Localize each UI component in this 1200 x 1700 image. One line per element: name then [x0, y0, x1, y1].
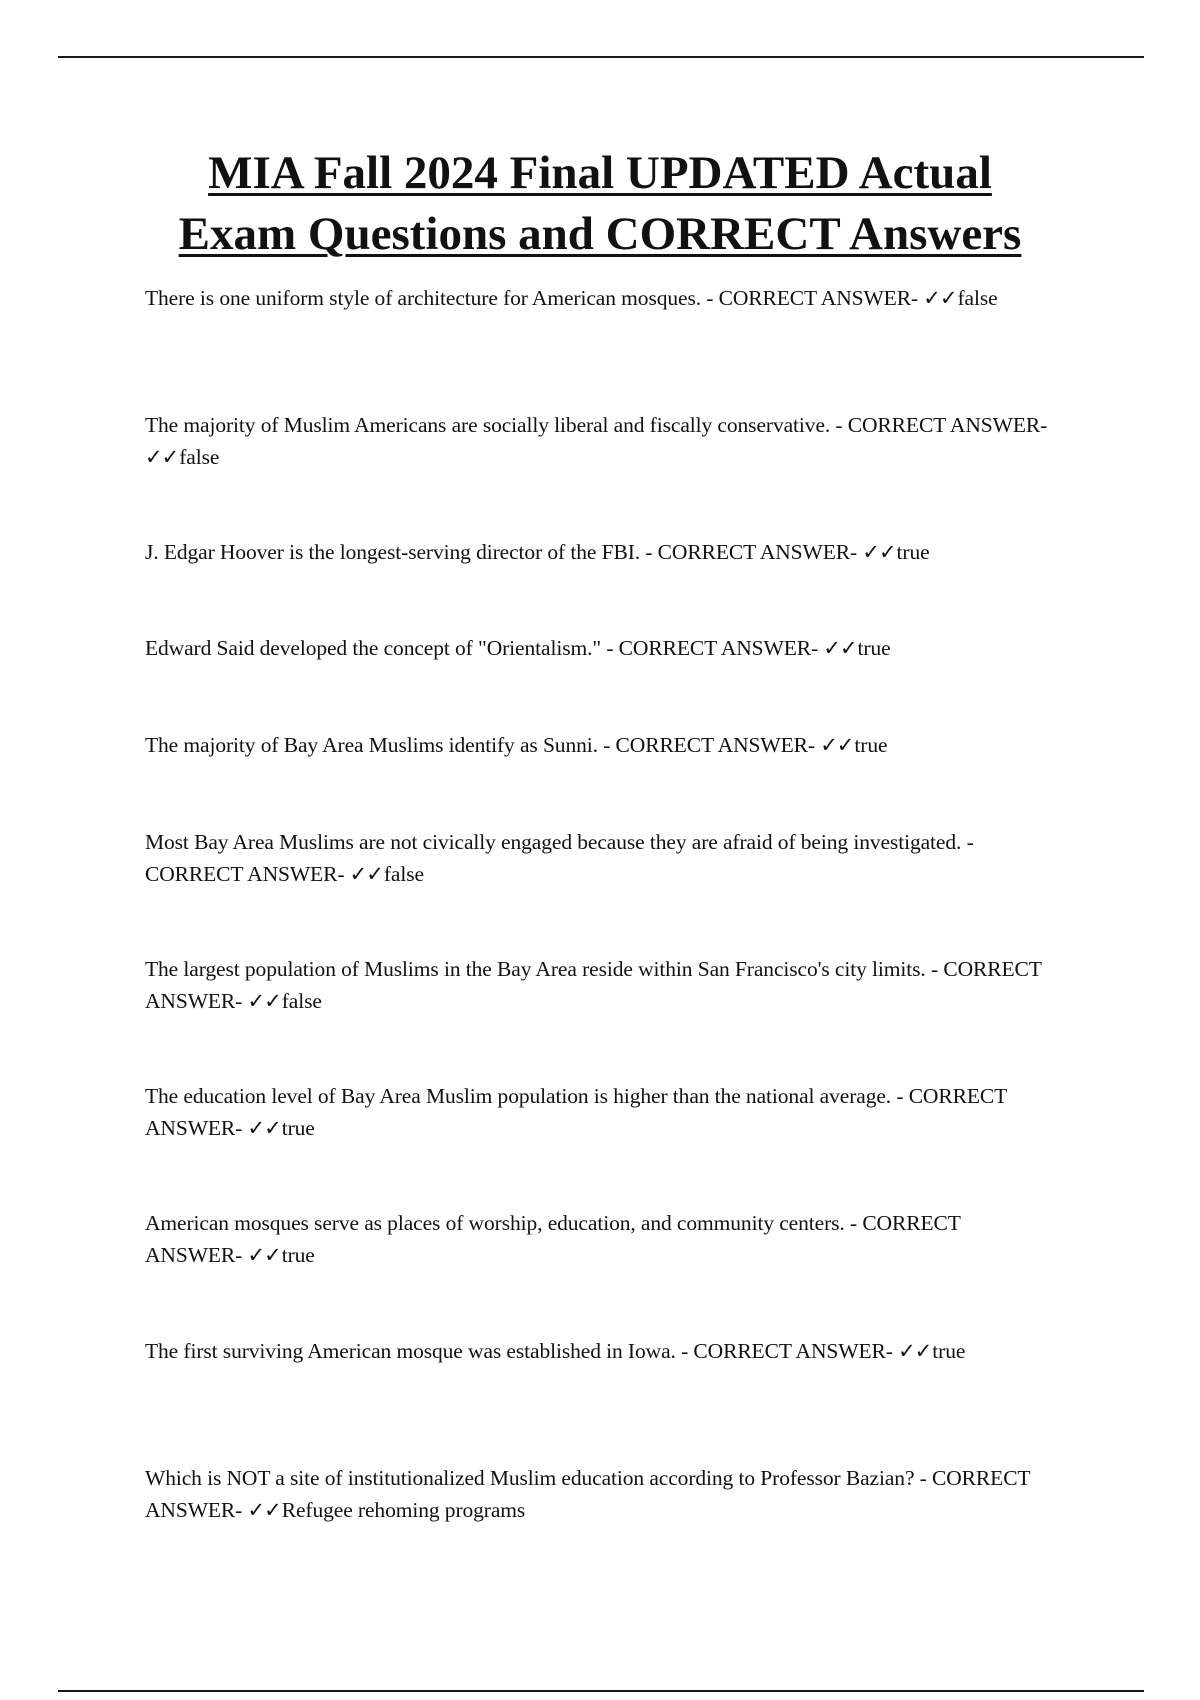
answer-text: false [179, 445, 220, 469]
double-check-icon: ✓✓ [862, 540, 896, 564]
question-text: There is one uniform style of architecture for American mosques. [145, 286, 701, 310]
footer-rule [58, 1690, 1144, 1692]
answer-text: false [957, 286, 998, 310]
qa-item [145, 729, 1055, 761]
double-check-icon: ✓✓ [823, 636, 857, 660]
answer-separator: - CORRECT ANSWER- [601, 636, 824, 660]
question-text: American mosques serve as places of worship, education, and community centers. [145, 1211, 845, 1235]
header-rule [58, 56, 1144, 58]
answer-separator: - CORRECT ANSWER- [701, 286, 924, 310]
answer-separator: - CORRECT ANSWER- [145, 1211, 961, 1267]
answer-separator: - CORRECT ANSWER- [830, 413, 1048, 437]
double-check-icon: ✓✓ [898, 1339, 932, 1363]
qa-item [145, 953, 1055, 1017]
double-check-icon: ✓✓ [923, 286, 957, 310]
question-text: The education level of Bay Area Muslim population is higher than the national average. [145, 1084, 892, 1108]
answer-separator: - CORRECT ANSWER- [597, 733, 821, 757]
answer-separator: - CORRECT ANSWER- [145, 830, 974, 886]
qa-item [145, 409, 1055, 473]
qa-item [145, 826, 1055, 890]
answer-separator: - CORRECT ANSWER- [145, 1084, 1007, 1140]
answer-text: false [383, 862, 424, 886]
question-text: Most Bay Area Muslims are not civically engaged because they are afraid of being investigated. [145, 830, 962, 854]
answer-separator: - CORRECT ANSWER- [640, 540, 863, 564]
double-check-icon: ✓✓ [820, 733, 854, 757]
answer-text: true [281, 1243, 315, 1267]
qa-item [145, 1462, 1055, 1526]
qa-item [145, 282, 1055, 314]
answer-text: true [896, 540, 930, 564]
double-check-icon: ✓✓ [247, 1243, 281, 1267]
question-text: J. Edgar Hoover is the longest-serving director of the FBI. [145, 540, 641, 564]
answer-text: Refugee rehoming programs [281, 1498, 526, 1522]
question-text: The first surviving American mosque was established in Iowa. [145, 1339, 676, 1363]
title-line-1: MIA Fall 2024 Final UPDATED Actual [208, 147, 992, 199]
answer-text: false [281, 989, 322, 1013]
double-check-icon: ✓✓ [247, 1116, 281, 1140]
question-text: The majority of Bay Area Muslims identify as Sunni. [145, 733, 598, 757]
answer-text: true [932, 1339, 966, 1363]
double-check-icon: ✓✓ [349, 862, 383, 886]
document-title [100, 143, 1100, 265]
qa-item [145, 536, 1055, 568]
question-text: Which is NOT a site of institutionalized Muslim education according to Professor Bazian? [145, 1466, 915, 1490]
qa-item [145, 1335, 1055, 1367]
title-line-2: Exam Questions and CORRECT Answers [178, 208, 1022, 260]
question-text: The majority of Muslim Americans are socially liberal and fiscally conservative. [145, 413, 831, 437]
qa-item [145, 632, 1055, 664]
answer-text: true [281, 1116, 315, 1140]
answer-separator: - CORRECT ANSWER- [145, 1466, 1031, 1522]
question-text: Edward Said developed the concept of "Orientalism." [145, 636, 602, 660]
double-check-icon: ✓✓ [247, 989, 281, 1013]
answer-text: true [857, 636, 891, 660]
double-check-icon: ✓✓ [247, 1498, 281, 1522]
question-text: The largest population of Muslims in the Bay Area reside within San Francisco's city limits. [145, 957, 926, 981]
answer-separator: - CORRECT ANSWER- [675, 1339, 899, 1363]
qa-item [145, 1207, 1055, 1271]
qa-item [145, 1080, 1055, 1144]
answer-separator: - CORRECT ANSWER- [145, 957, 1042, 1013]
answer-text: true [854, 733, 888, 757]
double-check-icon: ✓✓ [145, 445, 179, 469]
